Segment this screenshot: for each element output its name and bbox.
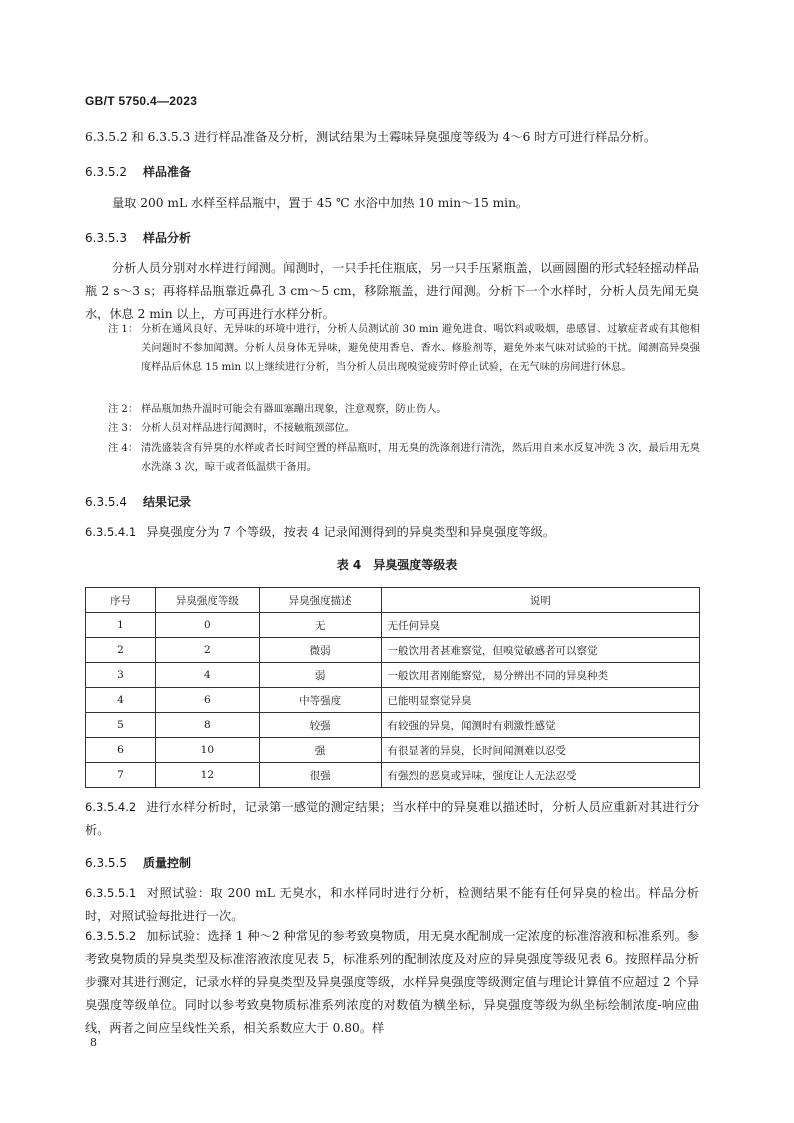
intro-paragraph: 6.3.5.2 和 6.3.5.3 进行样品准备及分析，测试结果为土霉味异臭强度等级为 4～6 时方可进行样品分析。 <box>85 130 657 144</box>
section-title: 样品准备 <box>143 165 192 179</box>
cell-description: 很强 <box>259 763 381 788</box>
page-number: 8 <box>90 1036 97 1049</box>
quality-control-paragraph-1 <box>85 882 699 928</box>
clause-number: 6.3.5.4.1 <box>85 525 137 539</box>
section-heading-6353 <box>85 229 191 246</box>
note-label: 注 2： <box>108 404 139 415</box>
table-row <box>86 688 700 713</box>
section-title: 结果记录 <box>143 495 192 509</box>
section-title: 样品分析 <box>143 231 192 245</box>
cell-explanation: 有很显著的异臭，长时间闻测难以忍受 <box>381 738 699 763</box>
cell-index: 1 <box>86 613 156 638</box>
cell-description: 弱 <box>259 663 381 688</box>
col-header-description: 异臭强度描述 <box>259 588 381 613</box>
cell-index: 3 <box>86 663 156 688</box>
table-row <box>86 738 700 763</box>
col-header-level: 异臭强度等级 <box>155 588 259 613</box>
section-heading-6354 <box>85 493 191 510</box>
note-2 <box>108 400 700 419</box>
note-text: 分析在通风良好、无异味的环境中进行，分析人员测试前 30 min 避免进食、喝饮料或吸烟，患感冒、过敏症者或有其他相关问题时不参加闻测。分析人员身体无异味，避免使用香皂、香水、修脸剂等，避免外来气味对试验的干扰。闻测高异臭强度样品后休息 15 min 以上继续进行分析，当分析人员出现嗅觉疲劳时停止试验，在无气味的房间进行休息。 <box>141 324 700 374</box>
note-text: 分析人员对样品进行闻测时，不接触瓶颈部位。 <box>141 423 355 434</box>
table-row <box>86 663 700 688</box>
cell-level: 6 <box>155 688 259 713</box>
cell-level: 4 <box>155 663 259 688</box>
note-text: 清洗盛装含有异臭的水样或者长时间空置的样品瓶时，用无臭的洗涤剂进行清洗，然后用自来水反复冲洗 3 次，最后用无臭水洗涤 3 次，晾干或者低温烘干备用。 <box>141 443 700 474</box>
cell-index: 7 <box>86 763 156 788</box>
section-title: 质量控制 <box>143 856 192 870</box>
cell-index: 2 <box>86 638 156 663</box>
note-text: 样品瓶加热升温时可能会有器皿塞蹦出现象，注意观察，防止伤人。 <box>141 404 447 415</box>
cell-level: 8 <box>155 713 259 738</box>
cell-explanation: 一般饮用者刚能察觉，易分辨出不同的异臭种类 <box>381 663 699 688</box>
col-header-index: 序号 <box>86 588 156 613</box>
cell-explanation: 有较强的异臭，闻测时有刺激性感觉 <box>381 713 699 738</box>
quality-control-paragraph-2 <box>85 925 699 1040</box>
cell-index: 4 <box>86 688 156 713</box>
cell-explanation: 已能明显察觉异臭 <box>381 688 699 713</box>
note-1 <box>108 320 700 378</box>
cell-description: 强 <box>259 738 381 763</box>
table-header-row <box>86 588 700 613</box>
cell-index: 6 <box>86 738 156 763</box>
clause-text: 异臭强度分为 7 个等级，按表 4 记录闻测得到的异臭类型和异臭强度等级。 <box>146 525 556 539</box>
cell-description: 较强 <box>259 713 381 738</box>
cell-explanation: 无任何异臭 <box>381 613 699 638</box>
result-record-paragraph-1 <box>85 521 699 544</box>
cell-description: 无 <box>259 613 381 638</box>
note-label: 注 1： <box>108 324 139 335</box>
table-row <box>86 638 700 663</box>
col-header-explanation: 说明 <box>381 588 699 613</box>
section-number: 6.3.5.5 <box>85 856 127 870</box>
note-label: 注 4： <box>108 443 139 454</box>
cell-explanation: 一般饮用者甚难察觉，但嗅觉敏感者可以察觉 <box>381 638 699 663</box>
clause-text: 进行水样分析时，记录第一感觉的测定结果；当水样中的异臭难以描述时，分析人员应重新对其进行分析。 <box>85 800 699 837</box>
odor-intensity-table <box>85 587 700 788</box>
clause-number: 6.3.5.4.2 <box>85 800 137 814</box>
cell-explanation: 有强烈的恶臭或异味，强度让人无法忍受 <box>381 763 699 788</box>
cell-level: 2 <box>155 638 259 663</box>
cell-description: 微弱 <box>259 638 381 663</box>
clause-text: 加标试验：选择 1 种～2 种常见的参考致臭物质，用无臭水配制成一定浓度的标准溶液和标准系列。参考致臭物质的异臭类型及标准溶液浓度见表 5，标准系列的配制浓度及对应的异臭强度等级见表 6。按照样品分析步骤对其进行测定，记录水样的异臭类型及异臭强度等级，水样异臭强度等级测定值与理论计算值不应超过 2 个异臭强度等级单位。同时以参考致臭物质标准系列浓度的对数值为横坐标，异臭强度等级为纵坐标绘制浓度-响应曲线，两者之间应呈线性关系，相关系数应大于 0.80。样 <box>85 929 699 1035</box>
note-3 <box>108 419 700 438</box>
clause-text: 对照试验：取 200 mL 无臭水，和水样同时进行分析，检测结果不能有任何异臭的检出。样品分析时，对照试验每批进行一次。 <box>85 886 699 923</box>
section-heading-6352 <box>85 163 191 180</box>
clause-number: 6.3.5.5.1 <box>85 886 137 900</box>
section-number: 6.3.5.4 <box>85 495 127 509</box>
note-4 <box>108 439 700 477</box>
cell-description: 中等强度 <box>259 688 381 713</box>
sample-analysis-paragraph: 分析人员分别对水样进行闻测。闻测时，一只手托住瓶底，另一只手压紧瓶盖，以画圆圈的形式轻轻摇动样品瓶 2 s～3 s；再将样品瓶靠近鼻孔 3 cm～5 cm，移除瓶盖，进行闻测。分析下一个水样时，分析人员先闻无臭水，休息 2 min 以上，方可再进行水样分析。 <box>85 261 699 321</box>
cell-level: 0 <box>155 613 259 638</box>
section-heading-6355 <box>85 854 191 871</box>
clause-number: 6.3.5.5.2 <box>85 929 137 943</box>
cell-level: 10 <box>155 738 259 763</box>
table-row <box>86 713 700 738</box>
note-label: 注 3： <box>108 423 139 434</box>
sample-prep-paragraph: 量取 200 mL 水样至样品瓶中，置于 45 ℃ 水浴中加热 10 min～15 min。 <box>112 196 529 210</box>
cell-level: 12 <box>155 763 259 788</box>
section-number: 6.3.5.2 <box>85 165 127 179</box>
section-number: 6.3.5.3 <box>85 231 127 245</box>
table-row <box>86 613 700 638</box>
result-record-paragraph-2 <box>85 796 699 842</box>
standard-code: GB/T 5750.4—2023 <box>85 94 198 108</box>
table-row <box>86 763 700 788</box>
cell-index: 5 <box>86 713 156 738</box>
table-title: 表 4 异臭强度等级表 <box>336 558 458 572</box>
